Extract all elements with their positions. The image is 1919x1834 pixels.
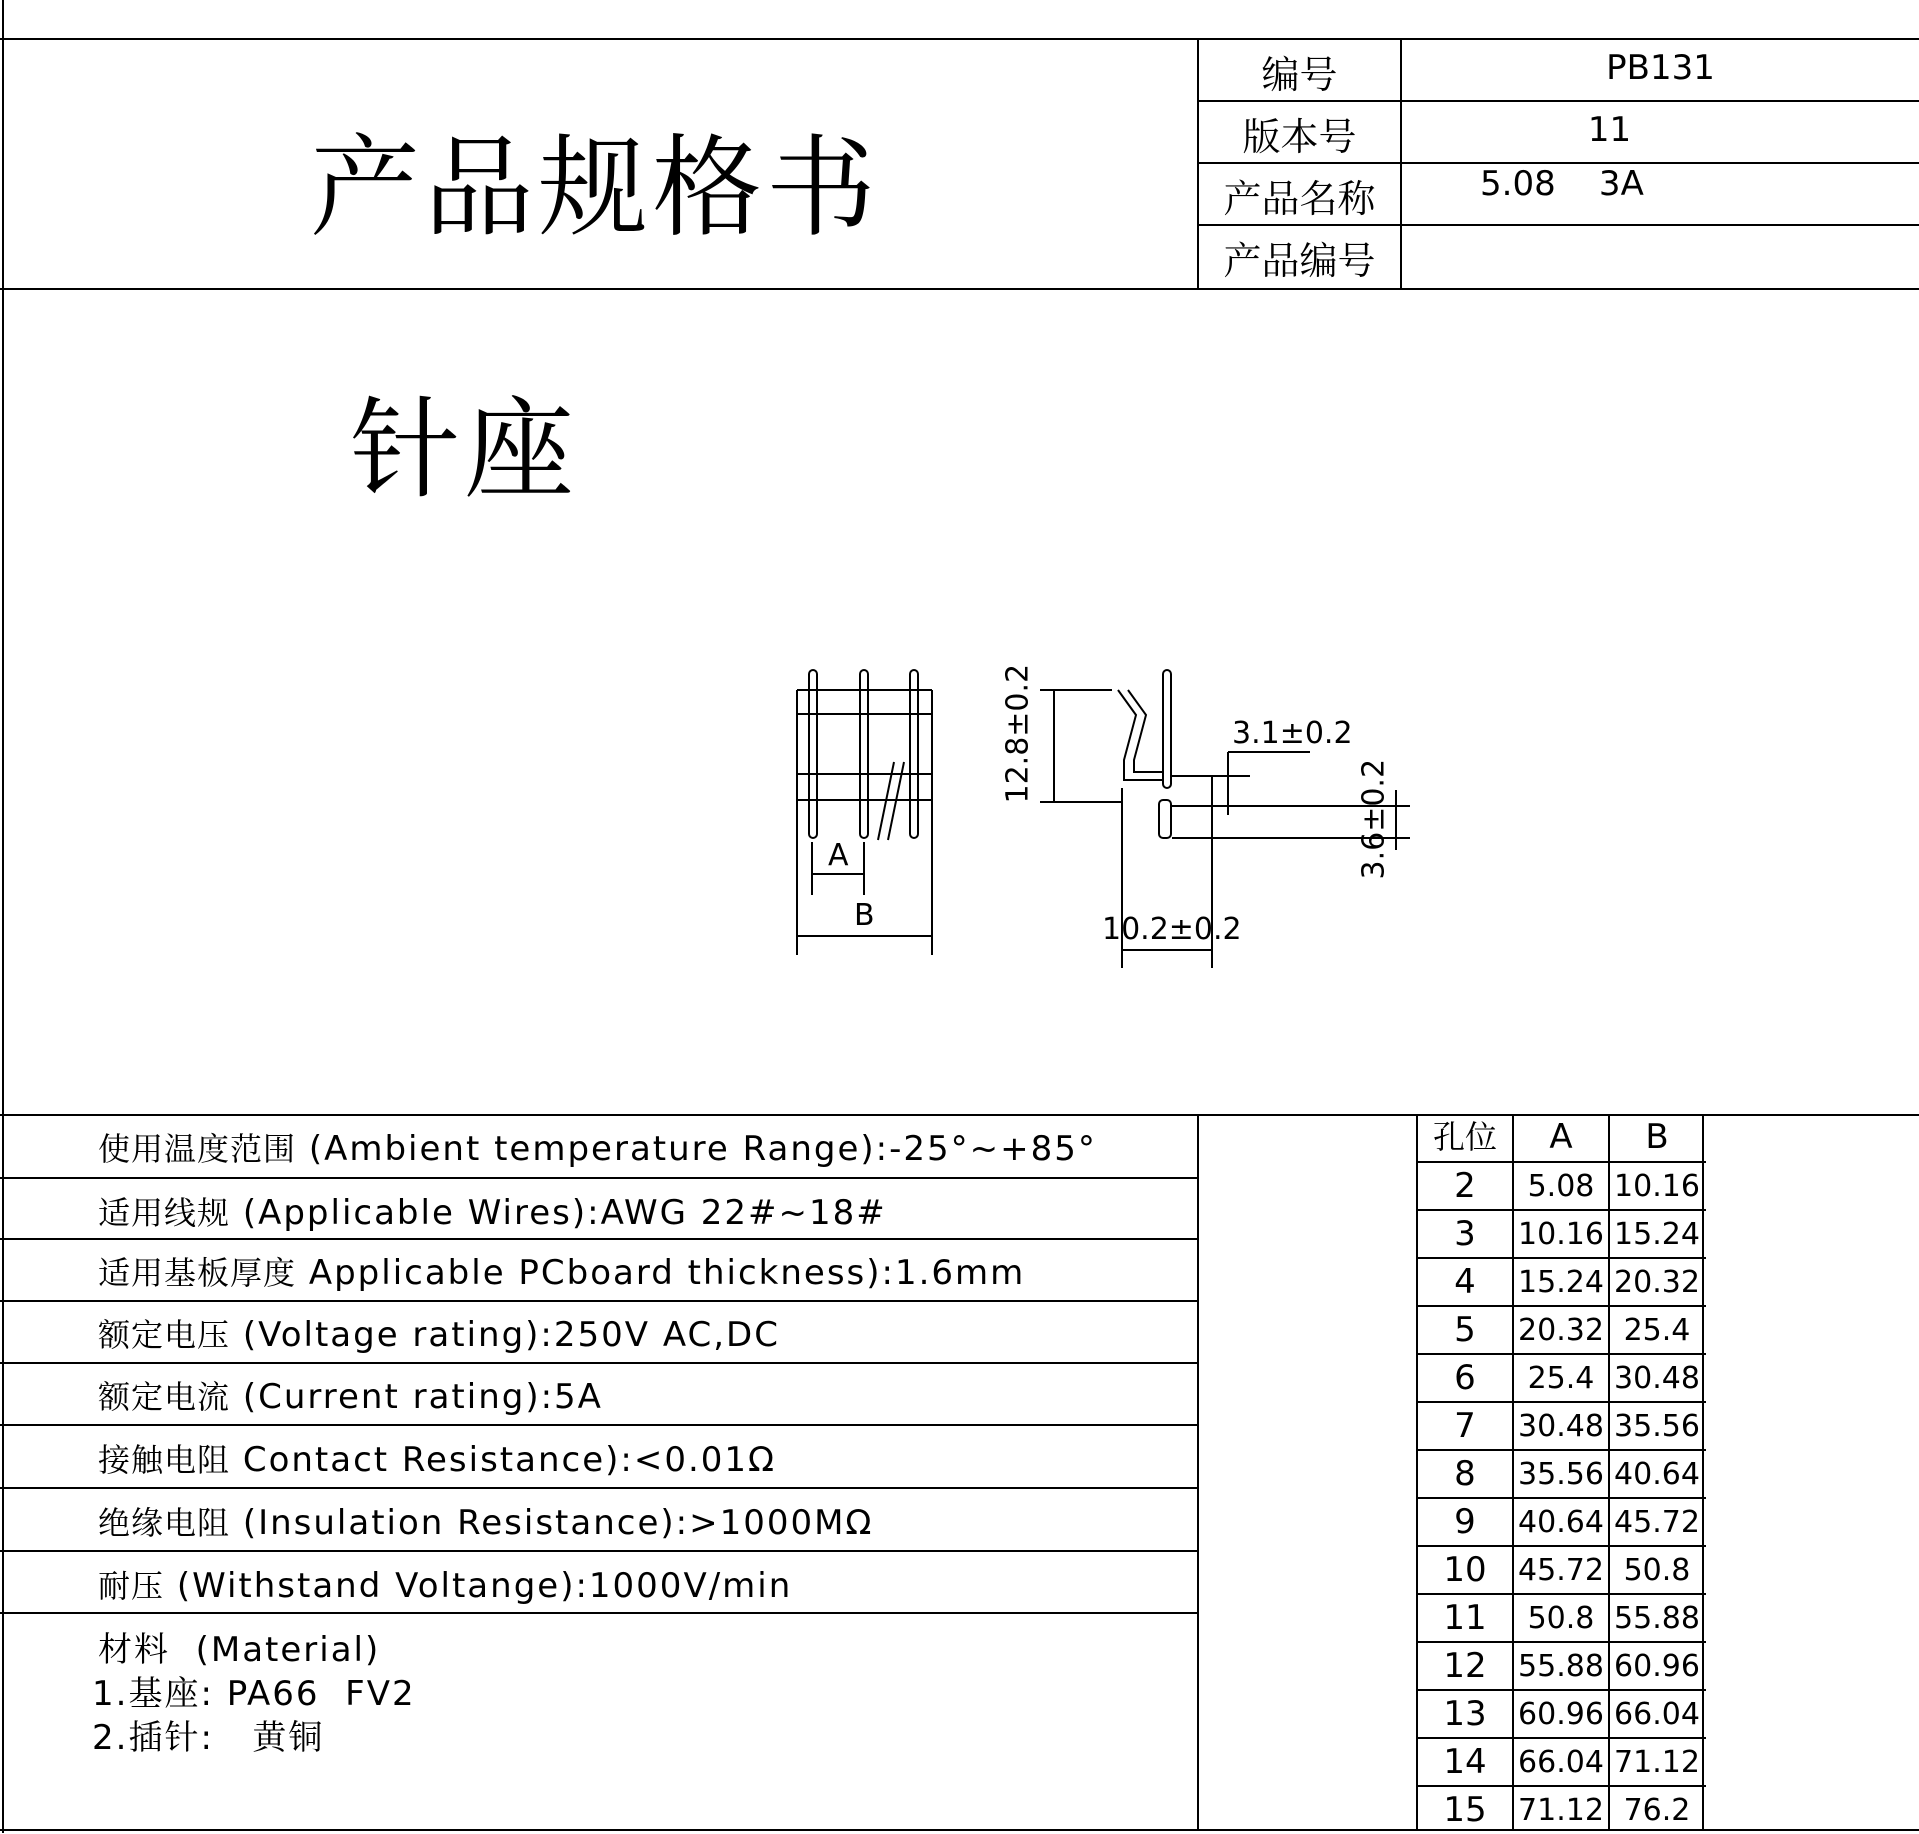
pin-table-cell-a: 15.24 (1518, 1265, 1604, 1300)
pin-table-cell-position: 6 (1454, 1358, 1476, 1398)
dim-offset-label: 3.1±0.2 (1232, 716, 1353, 751)
pin-table-cell-b: 30.48 (1614, 1361, 1700, 1396)
dim-label-a: A (828, 838, 849, 873)
pin-table-header-position: 孔位 (1432, 1118, 1497, 1156)
pin-table-header-b: B (1645, 1117, 1669, 1157)
pin-table-cell-position: 8 (1454, 1454, 1476, 1494)
spec-en: (Applicable Wires):AWG 22#~18# (242, 1193, 887, 1233)
pin-table-cell-position: 11 (1443, 1598, 1487, 1638)
spec-zh: 适用基板厚度 (98, 1254, 297, 1292)
spec-en: (Voltage rating):250V AC,DC (242, 1315, 780, 1355)
pin-table-cell-b: 66.04 (1614, 1697, 1700, 1732)
dim-length-label: 10.2±0.2 (1102, 912, 1242, 947)
field-label-product-code: 产品编号 (1223, 239, 1376, 283)
spec-line-8 (0, 1612, 1198, 1614)
spec-en: Contact Resistance):<0.01Ω (242, 1440, 777, 1480)
spec-line-7 (0, 1550, 1198, 1552)
spec-zh: 额定电压 (98, 1316, 231, 1354)
pin-table-cell-a: 5.08 (1527, 1169, 1595, 1204)
spec-zh: 适用线规 (98, 1194, 231, 1232)
pin-table-cell-a: 20.32 (1518, 1313, 1604, 1348)
field-value-product-name: 5.08 3A (1480, 164, 1644, 204)
pin-3 (910, 670, 918, 838)
pin-table (1416, 1114, 1704, 1831)
pin-table-cell-a: 66.04 (1518, 1745, 1604, 1780)
pin-table-cell-position: 12 (1443, 1646, 1487, 1686)
pin-table-cell-position: 7 (1454, 1406, 1476, 1446)
pin-table-cell-b: 15.24 (1614, 1217, 1700, 1252)
pin-table-cell-position: 2 (1454, 1166, 1476, 1206)
pin-table-cell-a: 50.8 (1527, 1601, 1595, 1636)
spec-zh: 耐压 (98, 1567, 165, 1605)
spec-line-4 (0, 1362, 1198, 1364)
material-line-1: 1.基座: PA66 FV2 (92, 1674, 416, 1714)
pin-table-header-a: A (1549, 1117, 1573, 1157)
pin-table-cell-b: 35.56 (1614, 1409, 1700, 1444)
pin-table-cell-b: 20.32 (1614, 1265, 1700, 1300)
spec-zh: 额定电流 (98, 1378, 231, 1416)
pin-table-cell-position: 4 (1454, 1262, 1476, 1302)
pin-table-cell-position: 9 (1454, 1502, 1476, 1542)
spec-row-temperature (98, 1124, 1097, 1170)
pin-table-cell-position: 14 (1443, 1742, 1487, 1782)
spec-line-2 (0, 1238, 1198, 1240)
spec-zh: 接触电阻 (98, 1441, 231, 1479)
side-pin-vertical (1163, 670, 1171, 788)
spec-en: (Ambient temperature Range):-25°~+85° (308, 1129, 1097, 1169)
pin-table-cell-b: 25.4 (1623, 1313, 1691, 1348)
pin-table-cell-a: 25.4 (1527, 1361, 1595, 1396)
field-value-number: PB131 (1606, 48, 1715, 88)
pin-table-cell-b: 10.16 (1614, 1169, 1700, 1204)
pin-table-cell-b: 50.8 (1623, 1553, 1691, 1588)
spec-row-contact-resistance (98, 1435, 776, 1481)
side-pin-tail (1159, 800, 1171, 838)
spec-line-6 (0, 1487, 1198, 1489)
specs-divider (1197, 1114, 1199, 1830)
pin-table-cell-b: 55.88 (1614, 1601, 1700, 1636)
dim-height-label: 12.8±0.2 (1000, 663, 1036, 804)
pin-table-cell-b: 60.96 (1614, 1649, 1700, 1684)
spec-row-wires (98, 1188, 887, 1234)
pin-table-cell-position: 10 (1443, 1550, 1487, 1590)
pin-table-cell-b: 40.64 (1614, 1457, 1700, 1492)
spec-row-voltage (98, 1310, 780, 1356)
dim-label-b: B (854, 898, 875, 933)
field-label-number: 编号 (1261, 53, 1338, 97)
pin-table-cell-b: 45.72 (1614, 1505, 1700, 1540)
pin-table-cell-b: 71.12 (1614, 1745, 1700, 1780)
field-label-product-name: 产品名称 (1223, 177, 1376, 221)
pin-table-cell-a: 71.12 (1518, 1793, 1604, 1828)
spec-line-5 (0, 1424, 1198, 1426)
pin-table-cell-position: 3 (1454, 1214, 1476, 1254)
spec-row-pcb (98, 1248, 1025, 1294)
spec-row-withstand (98, 1561, 792, 1607)
pin-table-cell-a: 55.88 (1518, 1649, 1604, 1684)
field-value-version: 11 (1587, 110, 1632, 150)
material-line-2: 2.插针: 黄铜 (92, 1718, 325, 1758)
pin-table-cell-position: 15 (1443, 1790, 1487, 1830)
document-title: 产品规格书 (310, 124, 880, 252)
pin-table-cell-position: 13 (1443, 1694, 1487, 1734)
field-label-version: 版本号 (1242, 115, 1357, 159)
pin-table-cell-a: 45.72 (1518, 1553, 1604, 1588)
spec-row-current (98, 1372, 603, 1418)
spec-en: (Withstand Voltange):1000V/min (176, 1566, 793, 1606)
spec-en: (Current rating):5A (242, 1377, 603, 1417)
pin-1 (809, 670, 817, 838)
pin-table-cell-a: 60.96 (1518, 1697, 1604, 1732)
pin-2 (860, 670, 868, 838)
pin-table-cell-position: 5 (1454, 1310, 1476, 1350)
spec-zh: 使用温度范围 (98, 1130, 297, 1168)
spec-zh: 绝缘电阻 (98, 1504, 231, 1542)
pin-table-cell-a: 35.56 (1518, 1457, 1604, 1492)
product-type-heading: 针座 (350, 386, 578, 514)
dim-tail-label: 3.6±0.2 (1356, 758, 1392, 880)
spec-line-1 (0, 1177, 1198, 1179)
spec-row-insulation-resistance (98, 1498, 873, 1544)
pin-table-cell-a: 10.16 (1518, 1217, 1604, 1252)
pin-table-cell-b: 76.2 (1623, 1793, 1691, 1828)
material-heading: 材料 (Material) (98, 1630, 381, 1670)
pin-table-cell-a: 40.64 (1518, 1505, 1604, 1540)
spec-line-3 (0, 1300, 1198, 1302)
spec-en: (Insulation Resistance):>1000MΩ (242, 1503, 874, 1543)
pin-table-cell-a: 30.48 (1518, 1409, 1604, 1444)
spec-en: Applicable PCboard thickness):1.6mm (308, 1253, 1026, 1293)
